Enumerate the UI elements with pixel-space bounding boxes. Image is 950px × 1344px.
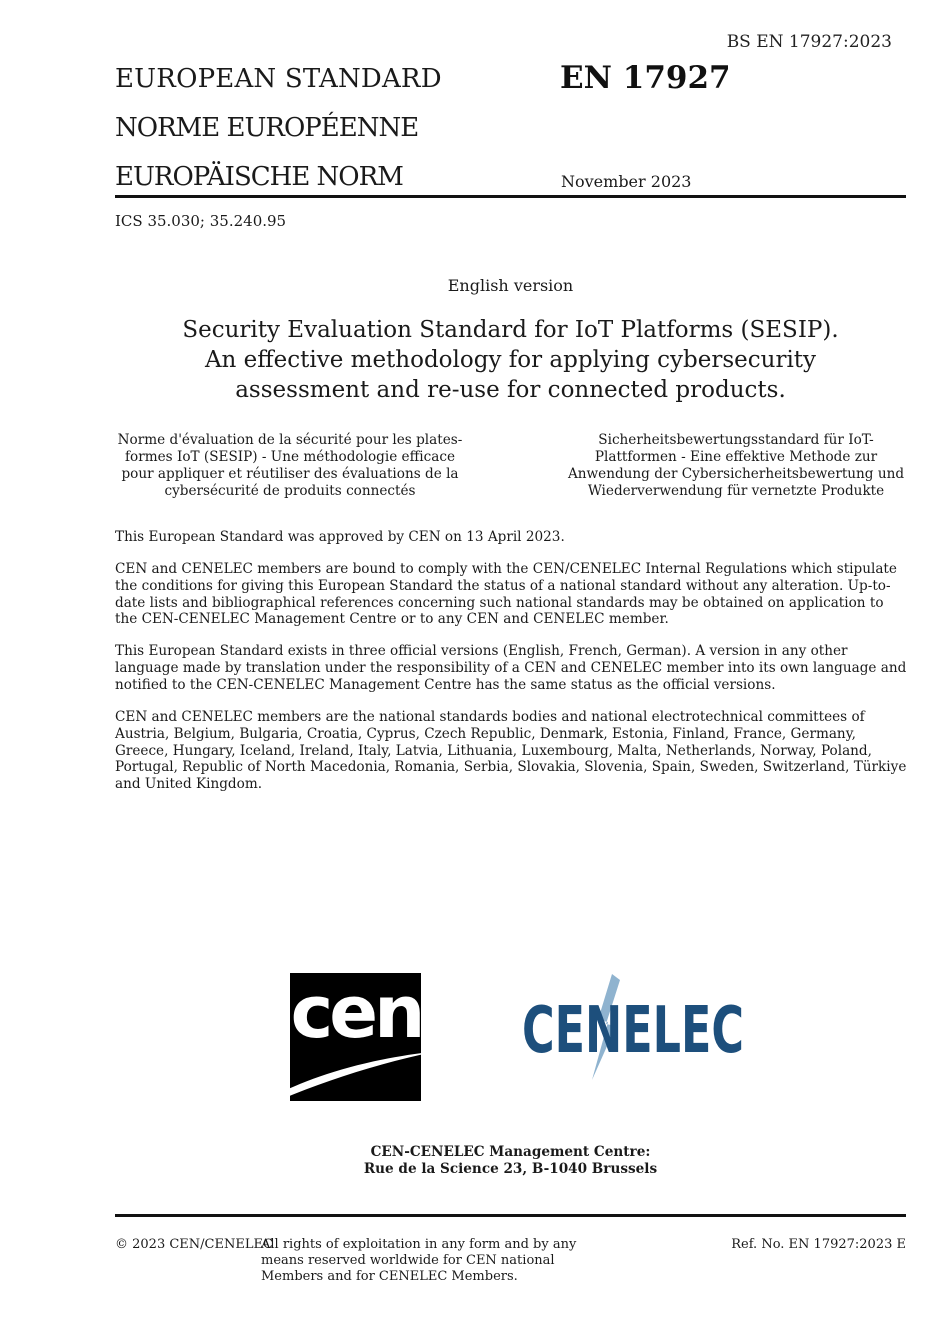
title-line: Security Evaluation Standard for IoT Platforms (SESIP). [182,317,839,343]
header-divider [115,195,906,198]
copyright-notice: © 2023 CEN/CENELEC [115,1237,273,1252]
cenelec-logo [520,972,750,1082]
management-centre-street: Rue de la Science 23, B-1040 Brussels [363,1161,658,1177]
document-reference: BS EN 17927:2023 [726,32,892,52]
compliance-paragraph: CEN and CENELEC members are bound to comply with the CEN/CENELEC Internal Regulations which stipulate the conditions for giving this European Standard the status of a national standard without any alteration. Up-to-date lists and bibliographical references concerning such national standards may be obtained on application to the CEN-CENELEC Management Centre or to any CEN and CENELEC member. [115,561,897,628]
publication-date: November 2023 [561,172,692,191]
cenelec-logo-text: CENELEC [522,994,744,1068]
french-title: Norme d'évaluation de la sécurité pour les plates-formes IoT (SESIP) - Une méthodologie efficace pour appliquer et réutiliser des évaluations de la cybersécurité de produits connectés [117,432,463,499]
approval-statement: This European Standard was approved by CEN on 13 April 2023. [115,529,565,545]
standard-number: EN 17927 [560,60,731,96]
members-list-paragraph: CEN and CENELEC members are the national standards bodies and national electrotechnical committees of Austria, Belgium, Bulgaria, Croatia, Cyprus, Czech Republic, Denmark, Estonia, Finland, France, Germany, Greece, Hungary, Iceland, Ireland, Italy, Latvia, Lithuania, Luxembourg, Malta, Netherlands, Norway, Poland, Portugal, Republic of North Macedonia, Romania, Serbia, Slovakia, Slovenia, Spain, Sweden, Switzerland, Türkiye and United Kingdom. [115,709,907,793]
official-versions-paragraph: This European Standard exists in three official versions (English, French, German). A version in any other language made by translation under the responsibility of a CEN and CENELEC member into its own language and notified to the CEN-CENELEC Management Centre has the same status as the official versions. [115,643,907,693]
document-title [115,315,906,405]
rights-statement: All rights of exploitation in any form and by any means reserved worldwide for CEN national Members and for CENELEC Members. [261,1237,577,1284]
cen-logo [270,970,440,1103]
german-title: Sicherheitsbewertungsstandard für IoT-Plattformen - Eine effektive Methode zur Anwendung der Cybersicherheitsbewertung und Wiederverwendung für vernetzte Produkte [567,432,905,499]
title-line: An effective methodology for applying cybersecurity [204,347,817,373]
cen-logo-graphic [270,970,440,1103]
management-centre-address [115,1144,906,1178]
standard-label-english: EUROPEAN STANDARD [115,64,442,94]
cen-logo-text: cen [290,970,422,1054]
footer-divider [115,1214,906,1217]
language-version: English version [447,276,574,295]
standard-label-french: NORME EUROPÉENNE [115,113,419,143]
standard-label-german: EUROPÄISCHE NORM [115,162,403,192]
title-line: assessment and re-use for connected products. [235,377,786,403]
ics-codes: ICS 35.030; 35.240.95 [115,212,287,230]
reference-number: Ref. No. EN 17927:2023 E [731,1237,906,1252]
management-centre-name: CEN-CENELEC Management Centre: [370,1144,651,1160]
cenelec-logo-graphic [520,972,750,1082]
